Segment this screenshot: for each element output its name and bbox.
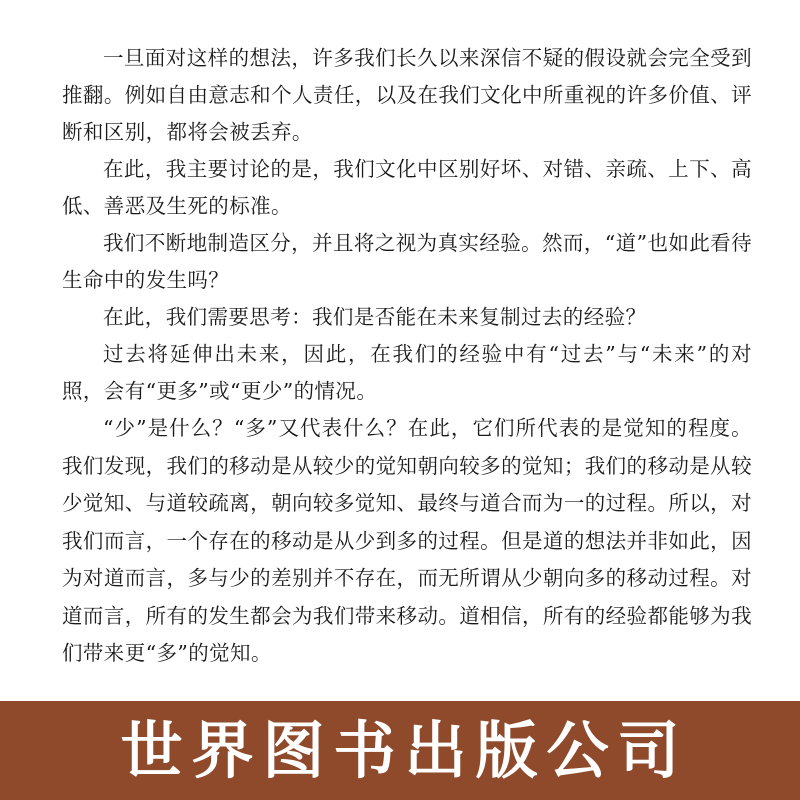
paragraph-2: 在此，我主要讨论的是，我们文化中区别好坏、对错、亲疏、上下、高低、善恶及生死的标准。 <box>62 157 752 218</box>
paragraph-3: 我们不断地制造区分，并且将之视为真实经验。然而，“道”也如此看待生命中的发生吗？ <box>62 231 752 292</box>
publisher-name: 世界图书出版公司 <box>120 713 689 787</box>
paragraph-1: 一旦面对这样的想法，许多我们长久以来深信不疑的假设就会完全受到推翻。例如自由意志和个人责任，以及在我们文化中所重视的许多价值、评断和区别，都将会被丢弃。 <box>62 46 752 144</box>
page-text-body <box>62 40 752 673</box>
paragraph-4: 在此，我们需要思考：我们是否能在未来复制过去的经验？ <box>103 305 647 329</box>
paragraph-5: 过去将延伸出未来，因此，在我们的经验中有“过去”与“未来”的对照，会有“更多”或“更少”的情况。 <box>62 342 752 403</box>
publisher-banner <box>0 701 800 800</box>
paragraph-6: “少”是什么？“多”又代表什么？在此，它们所代表的是觉知的程度。我们发现，我们的移动是从较少的觉知朝向较多的觉知；我们的移动是从较少觉知、与道较疏离，朝向较多觉知、最终与道合而为一的过程。所以，对我们而言，一个存在的移动是从少到多的过程。但是道的想法并非如此，因为对道而言，多与少的差别并不存在，而无所谓从少朝向多的移动过程。对道而言，所有的发生都会为我们带来移动。道相信，所有的经验都能够为我们带来更“多”的觉知。 <box>62 416 752 665</box>
